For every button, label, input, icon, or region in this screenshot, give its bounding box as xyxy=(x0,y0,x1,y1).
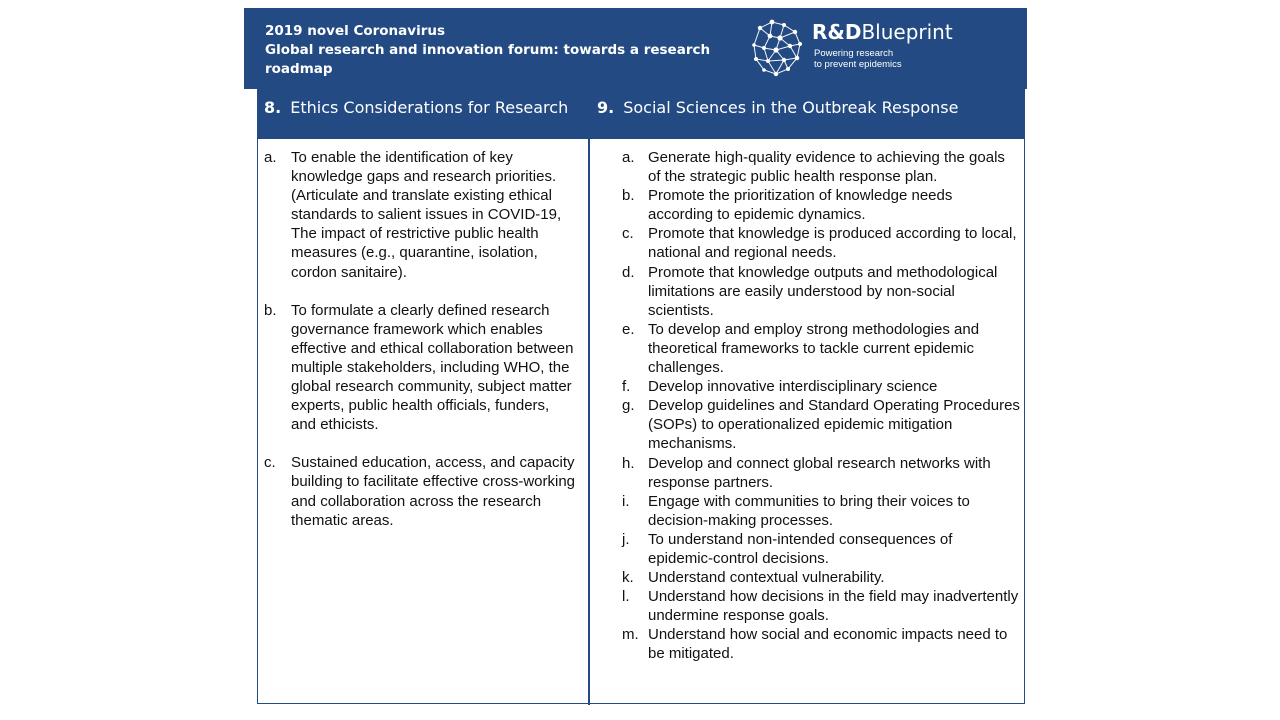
list-item-text: Generate high-quality evidence to achieving the goals of the strategic public health response plan. xyxy=(648,149,1005,186)
social-list xyxy=(622,148,1020,664)
list-item-text: Promote that knowledge is produced according to local, national and regional needs. xyxy=(648,225,1017,262)
list-item xyxy=(622,625,1020,663)
list-marker: j. xyxy=(622,530,630,548)
column-divider xyxy=(588,90,590,705)
list-marker: b. xyxy=(622,187,635,205)
content-table xyxy=(257,89,1025,704)
list-item-text: Understand contextual vulnerability. xyxy=(648,569,885,587)
list-item-text: Understand how decisions in the field may inadvertently undermine response goals. xyxy=(648,588,1019,625)
brand-bold: R&D xyxy=(812,20,862,44)
network-globe-icon xyxy=(750,16,806,82)
list-item-text: Engage with communities to bring their voices to decision-making processes. xyxy=(648,492,970,529)
list-item-text: To enable the identification of key knowledge gaps and research priorities. (Articulate and translate existing ethical standards to salient issues in COVID-19, The impact of restrictive public health measures (e.g., quarantine, isolation, cordon sanitaire). xyxy=(291,149,562,281)
ethics-section-title: Ethics Considerations for Research xyxy=(290,98,569,117)
list-marker: i. xyxy=(622,492,630,510)
list-item-text: Promote that knowledge outputs and methodological limitations are easily understood by non-social scientists. xyxy=(648,263,998,319)
list-item-text: Promote the prioritization of knowledge needs according to epidemic dynamics. xyxy=(648,187,953,224)
slide-header xyxy=(244,8,1027,89)
list-item xyxy=(622,320,1020,377)
list-item xyxy=(622,224,1020,262)
list-item xyxy=(264,148,577,282)
list-item xyxy=(622,530,1020,568)
list-marker: a. xyxy=(264,149,277,166)
header-title xyxy=(265,22,735,79)
social-section-number: 9. xyxy=(597,98,615,117)
tagline-line1: Powering research xyxy=(814,48,894,59)
ethics-list xyxy=(264,148,577,549)
brand-regular: Blueprint xyxy=(861,20,953,44)
list-item xyxy=(622,454,1020,492)
list-marker: f. xyxy=(622,378,631,396)
list-marker: k. xyxy=(622,569,634,587)
list-item-text: To develop and employ strong methodologies and theoretical frameworks to tackle current epidemic challenges. xyxy=(648,320,980,377)
list-item xyxy=(622,492,1020,530)
list-item xyxy=(264,453,577,529)
header-title-line1: 2019 novel Coronavirus xyxy=(265,23,446,39)
list-marker: a. xyxy=(622,149,635,166)
list-marker: e. xyxy=(622,320,635,338)
list-marker: b. xyxy=(264,301,277,319)
list-item xyxy=(622,396,1020,453)
social-section-title: Social Sciences in the Outbreak Response xyxy=(623,98,959,117)
list-item xyxy=(622,186,1020,224)
list-item-text: Sustained education, access, and capacity building to facilitate effective cross-working and collaboration across the research thematic areas. xyxy=(291,454,576,529)
ethics-column-header xyxy=(258,90,588,139)
list-marker: l. xyxy=(622,588,630,606)
list-item-text: Develop and connect global research networks with response partners. xyxy=(648,454,991,491)
list-marker: m. xyxy=(622,626,639,644)
list-marker: h. xyxy=(622,454,635,472)
social-column-header xyxy=(590,90,1024,139)
list-item-text: To understand non-intended consequences of epidemic-control decisions. xyxy=(648,530,953,567)
list-marker: d. xyxy=(622,263,635,281)
list-item xyxy=(622,263,1020,320)
list-item-text: Develop innovative interdisciplinary science xyxy=(648,378,938,396)
list-item xyxy=(264,301,577,435)
list-marker: c. xyxy=(264,454,276,472)
brand-tagline xyxy=(814,48,974,70)
list-marker: g. xyxy=(622,397,635,415)
list-item-text: Understand how social and economic impacts need to be mitigated. xyxy=(648,626,1008,663)
list-item-text: Develop guidelines and Standard Operating Procedures (SOPs) to operationalized epidemic mitigation mechanisms. xyxy=(648,397,1020,453)
header-title-line2: Global research and innovation forum: towards a research roadmap xyxy=(265,42,711,77)
list-item xyxy=(622,587,1020,625)
list-item-text: To formulate a clearly defined research governance framework which enables effective and ethical collaboration between multiple stakeholders, including WHO, the global research community, subject matter experts, public health officials, funders, and ethicists. xyxy=(291,301,574,434)
brand-wordmark xyxy=(812,19,953,45)
list-item xyxy=(622,568,1020,587)
tagline-line2: to prevent epidemics xyxy=(814,59,902,70)
list-marker: c. xyxy=(622,225,634,243)
list-item xyxy=(622,377,1020,396)
list-item xyxy=(622,148,1020,186)
ethics-section-number: 8. xyxy=(264,98,282,117)
